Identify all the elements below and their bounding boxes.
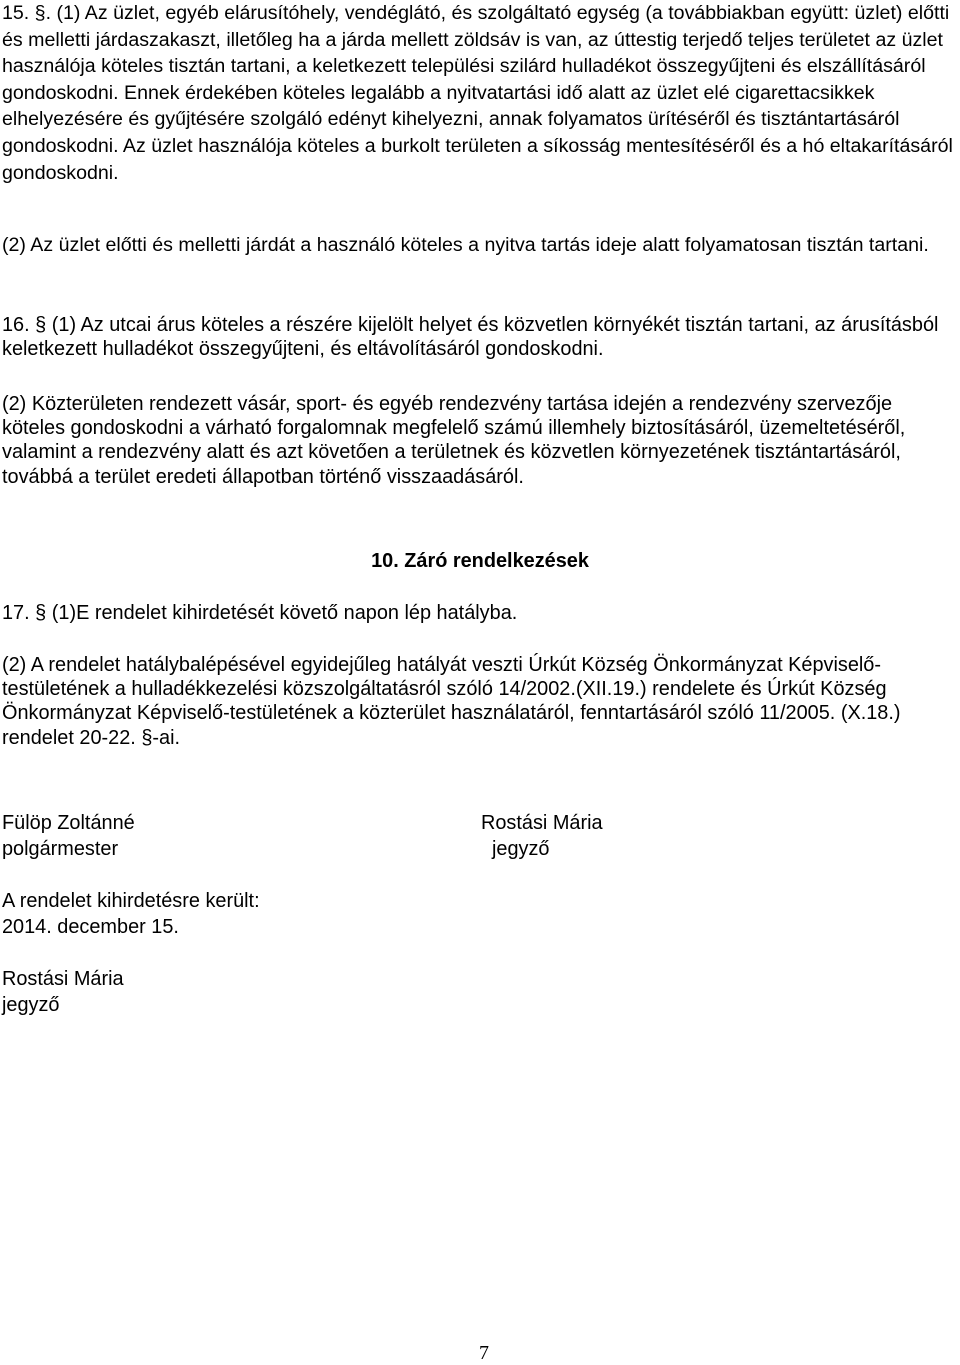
page-number: 7	[479, 1342, 489, 1364]
section-16-paragraph-1: 16. § (1) Az utcai árus köteles a részére kijelölt helyet és közvetlen környékét tisztán tartani, az árusításból keletkezett hulladékot összegyűjteni, és eltávolításáról gondoskodni.	[2, 314, 939, 361]
mayor-name: Fülöp Zoltánné	[2, 812, 135, 834]
promulgation-label: A rendelet kihirdetésre került:	[2, 890, 260, 912]
promulgation-notary-name: Rostási Mária	[2, 968, 124, 990]
section-15-paragraph-2: (2) Az üzlet előtti és melletti járdát a használó köteles a nyitva tartás ideje alatt folyamatosan tisztán tartani.	[2, 234, 929, 256]
section-16-paragraph-2: (2) Közterületen rendezett vásár, sport- és egyéb rendezvény tartása idején a rendezvény szervezője köteles gondoskodni a várható forgalomnak megfelelő számú illemhely biztosításáról, üzemeltetéséről, valamint a rendezvény alatt és azt követően a területnek és közvetlen környezetének tisztántartásáról, továbbá a terület eredeti állapotban történő visszaadásáról.	[2, 393, 906, 488]
notary-title: jegyző	[492, 838, 550, 860]
notary-name: Rostási Mária	[481, 812, 603, 834]
chapter-heading: 10. Záró rendelkezések	[371, 550, 589, 572]
section-17-paragraph-1: 17. § (1)E rendelet kihirdetését követő napon lép hatályba.	[2, 602, 518, 624]
promulgation-notary-title: jegyző	[2, 994, 60, 1016]
section-17-paragraph-2: (2) A rendelet hatálybalépésével egyidejűleg hatályát veszti Úrkút Község Önkormányzat Képviselő-testületének a hulladékkezelési közszolgáltatásról szóló 14/2002.(XII.19.) rendelete és Úrkút Község Önkormányzat Képviselő-testületének a közterület használatáról, fenntartásáról szóló 11/2005. (X.18.) rendelet 20-22. §-ai.	[2, 654, 901, 749]
mayor-title: polgármester	[2, 838, 119, 860]
promulgation-date: 2014. december 15.	[2, 916, 179, 938]
section-15-paragraph-1: 15. §. (1) Az üzlet, egyéb elárusítóhely, vendéglátó, és szolgáltató egység (a továbbiakban együtt: üzlet) előtti és melletti járdaszakaszt, illetőleg ha a járda mellett zöldsáv is van, az úttestig terjedő teljes területet az üzlet használója köteles tisztán tartani, a keletkezett települési szilárd hulladékot összegyűjteni és elszállításáról gondoskodni. Ennek érdekében köteles legalább a nyitvatartási idő alatt az üzlet elé cigarettacsikkek elhelyezésére és gyűjtésére szolgáló edényt kihelyezni, annak folyamatos ürítéséről és tisztántartásáról gondoskodni. Az üzlet használója köteles a burkolt területen a síkosság mentesítéséről és a hó eltakarításáról gondoskodni.	[2, 2, 953, 184]
